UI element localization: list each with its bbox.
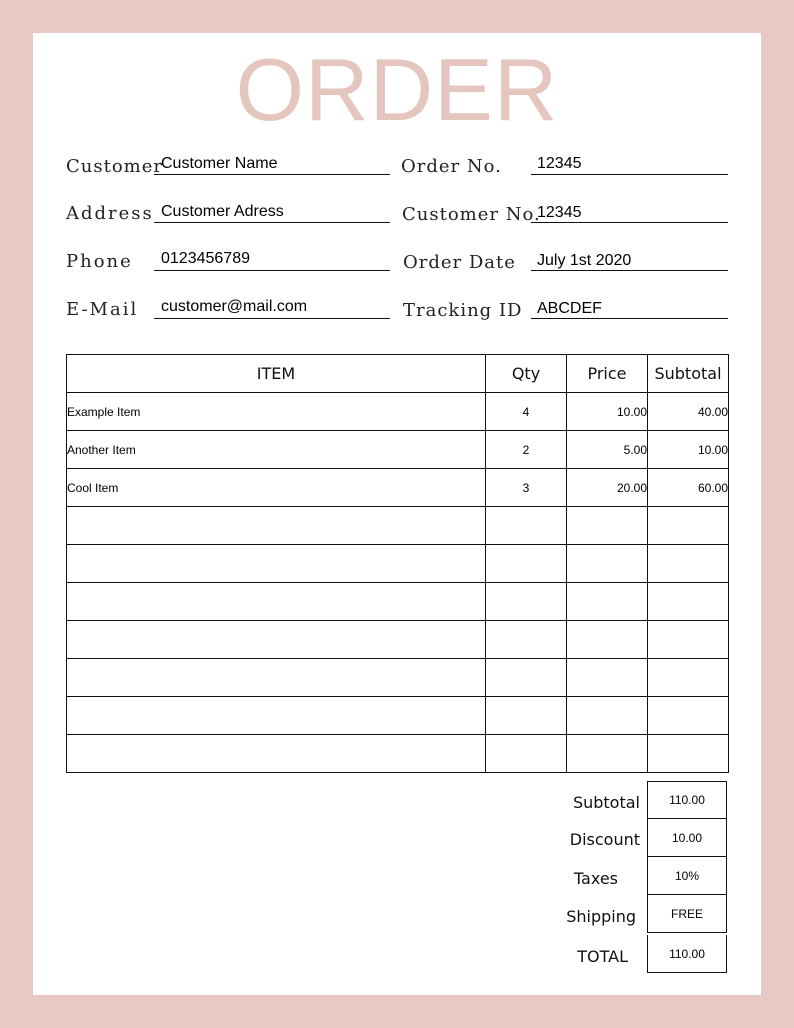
cell-subtotal (648, 507, 729, 545)
cell-item (67, 545, 486, 583)
cell-item: Another Item (67, 431, 486, 469)
cell-item (67, 507, 486, 545)
header-price: Price (567, 355, 648, 393)
cell-item: Example Item (67, 393, 486, 431)
cell-subtotal (648, 659, 729, 697)
tracking-id-underline (531, 318, 728, 319)
phone-underline (154, 270, 390, 271)
customer-underline (154, 174, 390, 175)
customer-label: Customer (66, 156, 163, 177)
cell-item (67, 697, 486, 735)
cell-item (67, 735, 486, 773)
address-label: Address (66, 203, 154, 224)
summary-taxes-label: Taxes (573, 869, 618, 888)
customer-no-underline (531, 222, 728, 223)
email-value: customer@mail.com (161, 298, 308, 315)
cell-qty: 4 (486, 393, 567, 431)
table-row (67, 735, 729, 773)
cell-qty: 2 (486, 431, 567, 469)
table-row (67, 583, 729, 621)
order-no-underline (531, 174, 728, 175)
table-row (67, 697, 729, 735)
phone-value: 0123456789 (161, 250, 250, 267)
cell-price: 10.00 (567, 393, 648, 431)
cell-qty (486, 583, 567, 621)
email-underline (154, 318, 390, 319)
cell-subtotal (648, 621, 729, 659)
summary-total-label: TOTAL (577, 947, 628, 966)
email-label: E-Mail (66, 299, 139, 320)
table-header-row (67, 355, 729, 393)
cell-qty: 3 (486, 469, 567, 507)
phone-label: Phone (66, 251, 133, 272)
cell-price (567, 545, 648, 583)
customer-value: Customer Name (161, 155, 278, 172)
summary-shipping-label: Shipping (566, 907, 636, 926)
cell-subtotal: 10.00 (648, 431, 729, 469)
cell-price (567, 697, 648, 735)
summary-discount-value: 10.00 (647, 819, 727, 857)
order-no-label: Order No. (401, 156, 502, 177)
cell-subtotal (648, 545, 729, 583)
cell-item (67, 659, 486, 697)
cell-qty (486, 621, 567, 659)
cell-subtotal: 40.00 (648, 393, 729, 431)
cell-qty (486, 507, 567, 545)
address-value: Customer Adress (161, 203, 284, 220)
cell-price (567, 621, 648, 659)
table-row (67, 393, 729, 431)
order-date-underline (531, 270, 728, 271)
table-row (67, 507, 729, 545)
order-no-value: 12345 (537, 155, 582, 172)
page-title: ORDER (235, 40, 559, 139)
cell-price (567, 507, 648, 545)
summary-subtotal-label: Subtotal (572, 793, 640, 812)
cell-price (567, 735, 648, 773)
cell-qty (486, 545, 567, 583)
header-qty: Qty (486, 355, 567, 393)
table-row (67, 431, 729, 469)
cell-item (67, 621, 486, 659)
table-row (67, 545, 729, 583)
cell-qty (486, 735, 567, 773)
header-item: ITEM (67, 355, 486, 393)
tracking-id-label: Tracking ID (403, 300, 523, 321)
order-date-label: Order Date (403, 252, 516, 273)
cell-price: 5.00 (567, 431, 648, 469)
cell-subtotal (648, 697, 729, 735)
summary-subtotal-value: 110.00 (647, 781, 727, 819)
summary-discount-label: Discount (569, 830, 640, 849)
cell-subtotal: 60.00 (648, 469, 729, 507)
cell-price (567, 659, 648, 697)
cell-price: 20.00 (567, 469, 648, 507)
customer-no-label: Customer No. (402, 204, 541, 225)
cell-item (67, 583, 486, 621)
items-table (66, 354, 729, 773)
summary-total-value: 110.00 (647, 935, 727, 973)
table-row (67, 469, 729, 507)
header-subtotal: Subtotal (648, 355, 729, 393)
cell-subtotal (648, 735, 729, 773)
cell-price (567, 583, 648, 621)
summary-shipping-value: FREE (647, 895, 727, 933)
cell-qty (486, 697, 567, 735)
tracking-id-value: ABCDEF (537, 300, 602, 317)
address-underline (154, 222, 390, 223)
cell-item: Cool Item (67, 469, 486, 507)
order-date-value: July 1st 2020 (537, 252, 632, 269)
table-row (67, 621, 729, 659)
cell-subtotal (648, 583, 729, 621)
customer-no-value: 12345 (537, 204, 582, 221)
summary-taxes-value: 10% (647, 857, 727, 895)
cell-qty (486, 659, 567, 697)
table-row (67, 659, 729, 697)
